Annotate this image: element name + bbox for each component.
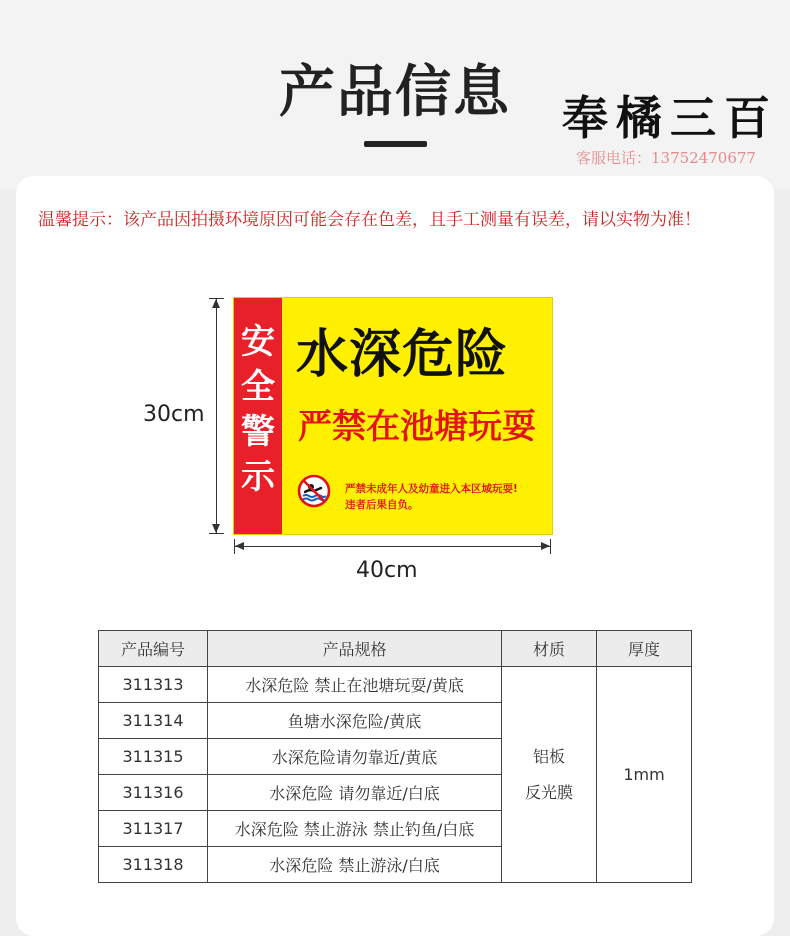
material-line: 反光膜 bbox=[524, 782, 573, 802]
service-hotline: 客服电话：13752470677 bbox=[576, 149, 756, 167]
product-code-cell: 311316 bbox=[99, 775, 208, 811]
material-line: 铝板 bbox=[532, 746, 565, 766]
column-header: 产品编号 bbox=[99, 631, 208, 667]
column-header: 产品规格 bbox=[208, 631, 502, 667]
column-header: 材质 bbox=[502, 631, 597, 667]
page-title: 产品信息 bbox=[279, 60, 511, 125]
sign-side-char: 示 bbox=[241, 457, 275, 497]
product-spec-cell: 水深危险 禁止游泳 禁止钓鱼/白底 bbox=[208, 811, 502, 847]
sign-side-char: 安 bbox=[241, 322, 275, 362]
height-dimension-line bbox=[216, 299, 217, 533]
height-dimension-tick bbox=[209, 533, 224, 534]
width-dimension-line bbox=[235, 546, 550, 547]
width-dimension-tick bbox=[550, 539, 551, 554]
column-header: 厚度 bbox=[597, 631, 692, 667]
sign-title: 水深危险 bbox=[296, 325, 509, 385]
thickness-cell: 1mm bbox=[597, 667, 692, 883]
title-underline bbox=[364, 141, 427, 147]
product-code-cell: 311314 bbox=[99, 703, 208, 739]
sign-side-text bbox=[234, 320, 282, 500]
product-spec-cell: 鱼塘水深危险/黄底 bbox=[208, 703, 502, 739]
sign-note-line: 违者后果自负。 bbox=[345, 499, 419, 511]
product-code-cell: 311317 bbox=[99, 811, 208, 847]
arrow-up-icon bbox=[212, 299, 220, 308]
arrow-right-icon bbox=[541, 542, 550, 550]
sign-side-band bbox=[234, 298, 282, 534]
sign-side-char: 全 bbox=[241, 367, 275, 407]
notice-text: 温馨提示：该产品因拍摄环境原因可能会存在色差，且手工测量有误差，请以实物为准！ bbox=[38, 210, 701, 230]
brand-logo: 奉橘三百 bbox=[562, 91, 778, 145]
product-spec-cell: 水深危险请勿靠近/黄底 bbox=[208, 739, 502, 775]
width-label: 40cm bbox=[356, 558, 418, 583]
product-sign-image bbox=[234, 298, 552, 534]
table-header-row bbox=[99, 631, 692, 667]
no-swimming-icon bbox=[297, 474, 331, 508]
sign-note-line: 严禁未成年人及幼童进入本区域玩耍! bbox=[345, 483, 518, 495]
product-code-cell: 311315 bbox=[99, 739, 208, 775]
product-spec-cell: 水深危险 禁止游泳/白底 bbox=[208, 847, 502, 883]
material-cell bbox=[502, 667, 597, 883]
arrow-down-icon bbox=[212, 524, 220, 533]
sign-note bbox=[345, 481, 518, 513]
table-row bbox=[99, 667, 692, 703]
product-code-cell: 311318 bbox=[99, 847, 208, 883]
height-label: 30cm bbox=[143, 402, 205, 427]
arrow-left-icon bbox=[235, 542, 244, 550]
sign-side-char: 警 bbox=[241, 412, 275, 452]
product-spec-cell: 水深危险 禁止在池塘玩耍/黄底 bbox=[208, 667, 502, 703]
spec-table bbox=[98, 630, 692, 883]
product-code-cell: 311313 bbox=[99, 667, 208, 703]
sign-subtitle: 严禁在池塘玩耍 bbox=[298, 407, 536, 447]
product-spec-cell: 水深危险 请勿靠近/白底 bbox=[208, 775, 502, 811]
